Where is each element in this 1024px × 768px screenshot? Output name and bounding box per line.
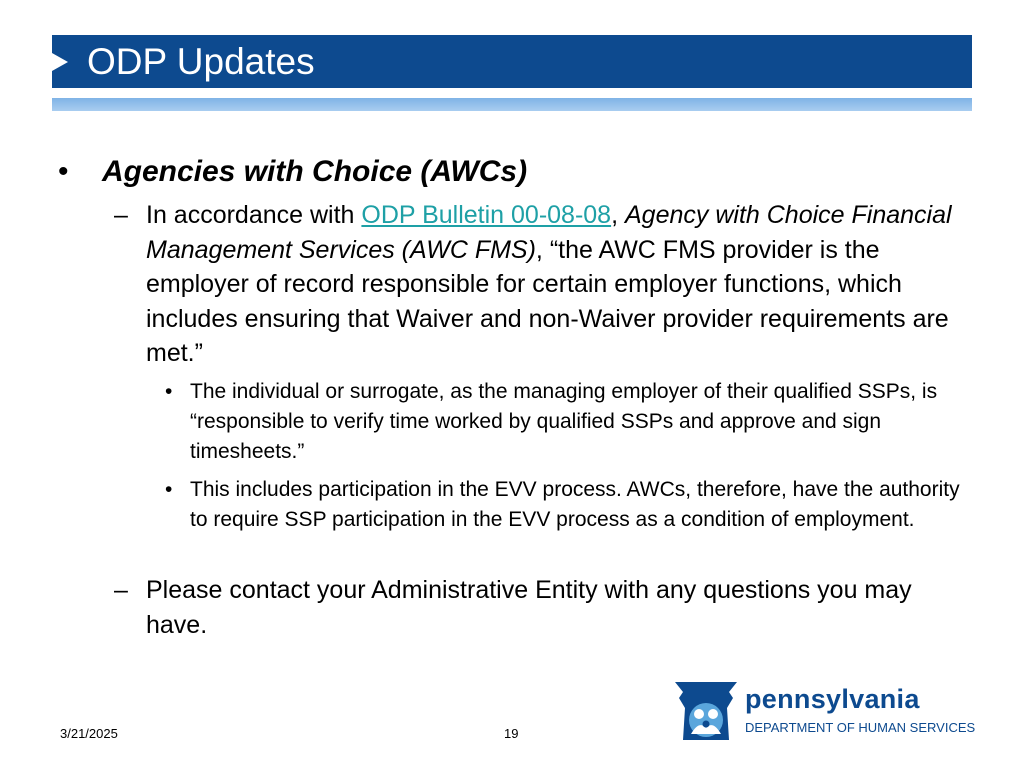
- title-stripe: [52, 98, 972, 111]
- title-arrow-icon: [52, 53, 68, 71]
- page-number: 19: [504, 726, 519, 741]
- bullet-mark: •: [58, 155, 69, 188]
- sub-bullet-mark: •: [165, 478, 173, 501]
- logo-wordmark: pennsylvania: [745, 684, 920, 714]
- paragraph-text: Please contact your Administrative Entity with any questions you may have.: [146, 576, 912, 639]
- slide-title: ODP Updates: [87, 41, 315, 82]
- bullet-heading: Agencies with Choice (AWCs): [102, 155, 528, 188]
- dash-mark: –: [114, 201, 128, 229]
- paragraph-text: [146, 198, 954, 371]
- quote-text: , “the AWC FMS provider is the employer of record responsible for certain employer functions, which includes ensuring that Waiver and non-Waiver provider requirements are met.”: [146, 235, 949, 367]
- italic-title: Agency with Choice Financial Management Services (AWC FMS): [146, 201, 952, 264]
- pennsylvania-dhs-logo: [673, 678, 983, 750]
- keystone-icon: [673, 678, 739, 748]
- paragraph-awc-fms: [114, 198, 954, 371]
- sub-bullet-evv: [165, 475, 975, 535]
- sub-bullet-text: The individual or surrogate, as the managing employer of their qualified SSPs, is “responsible to verify time worked by qualified SSPs and approve and sign timesheets.”: [190, 380, 938, 463]
- footer-date: 3/21/2025: [60, 726, 118, 741]
- sub-bullet-individual: [165, 377, 975, 467]
- text-after-link: ,: [611, 201, 625, 229]
- paragraph-contact: [114, 573, 954, 642]
- sub-bullet-mark: •: [165, 380, 173, 403]
- sub-bullet-text: This includes participation in the EVV process. AWCs, therefore, have the authority to require SSP participation in the EVV process as a condition of employment.: [190, 478, 960, 531]
- text-before-link: In accordance with: [146, 201, 362, 229]
- bulletin-link[interactable]: ODP Bulletin 00-08-08: [361, 201, 612, 229]
- title-bar: [52, 35, 972, 88]
- dash-mark: –: [114, 576, 128, 604]
- logo-department: DEPARTMENT OF HUMAN SERVICES: [745, 720, 976, 735]
